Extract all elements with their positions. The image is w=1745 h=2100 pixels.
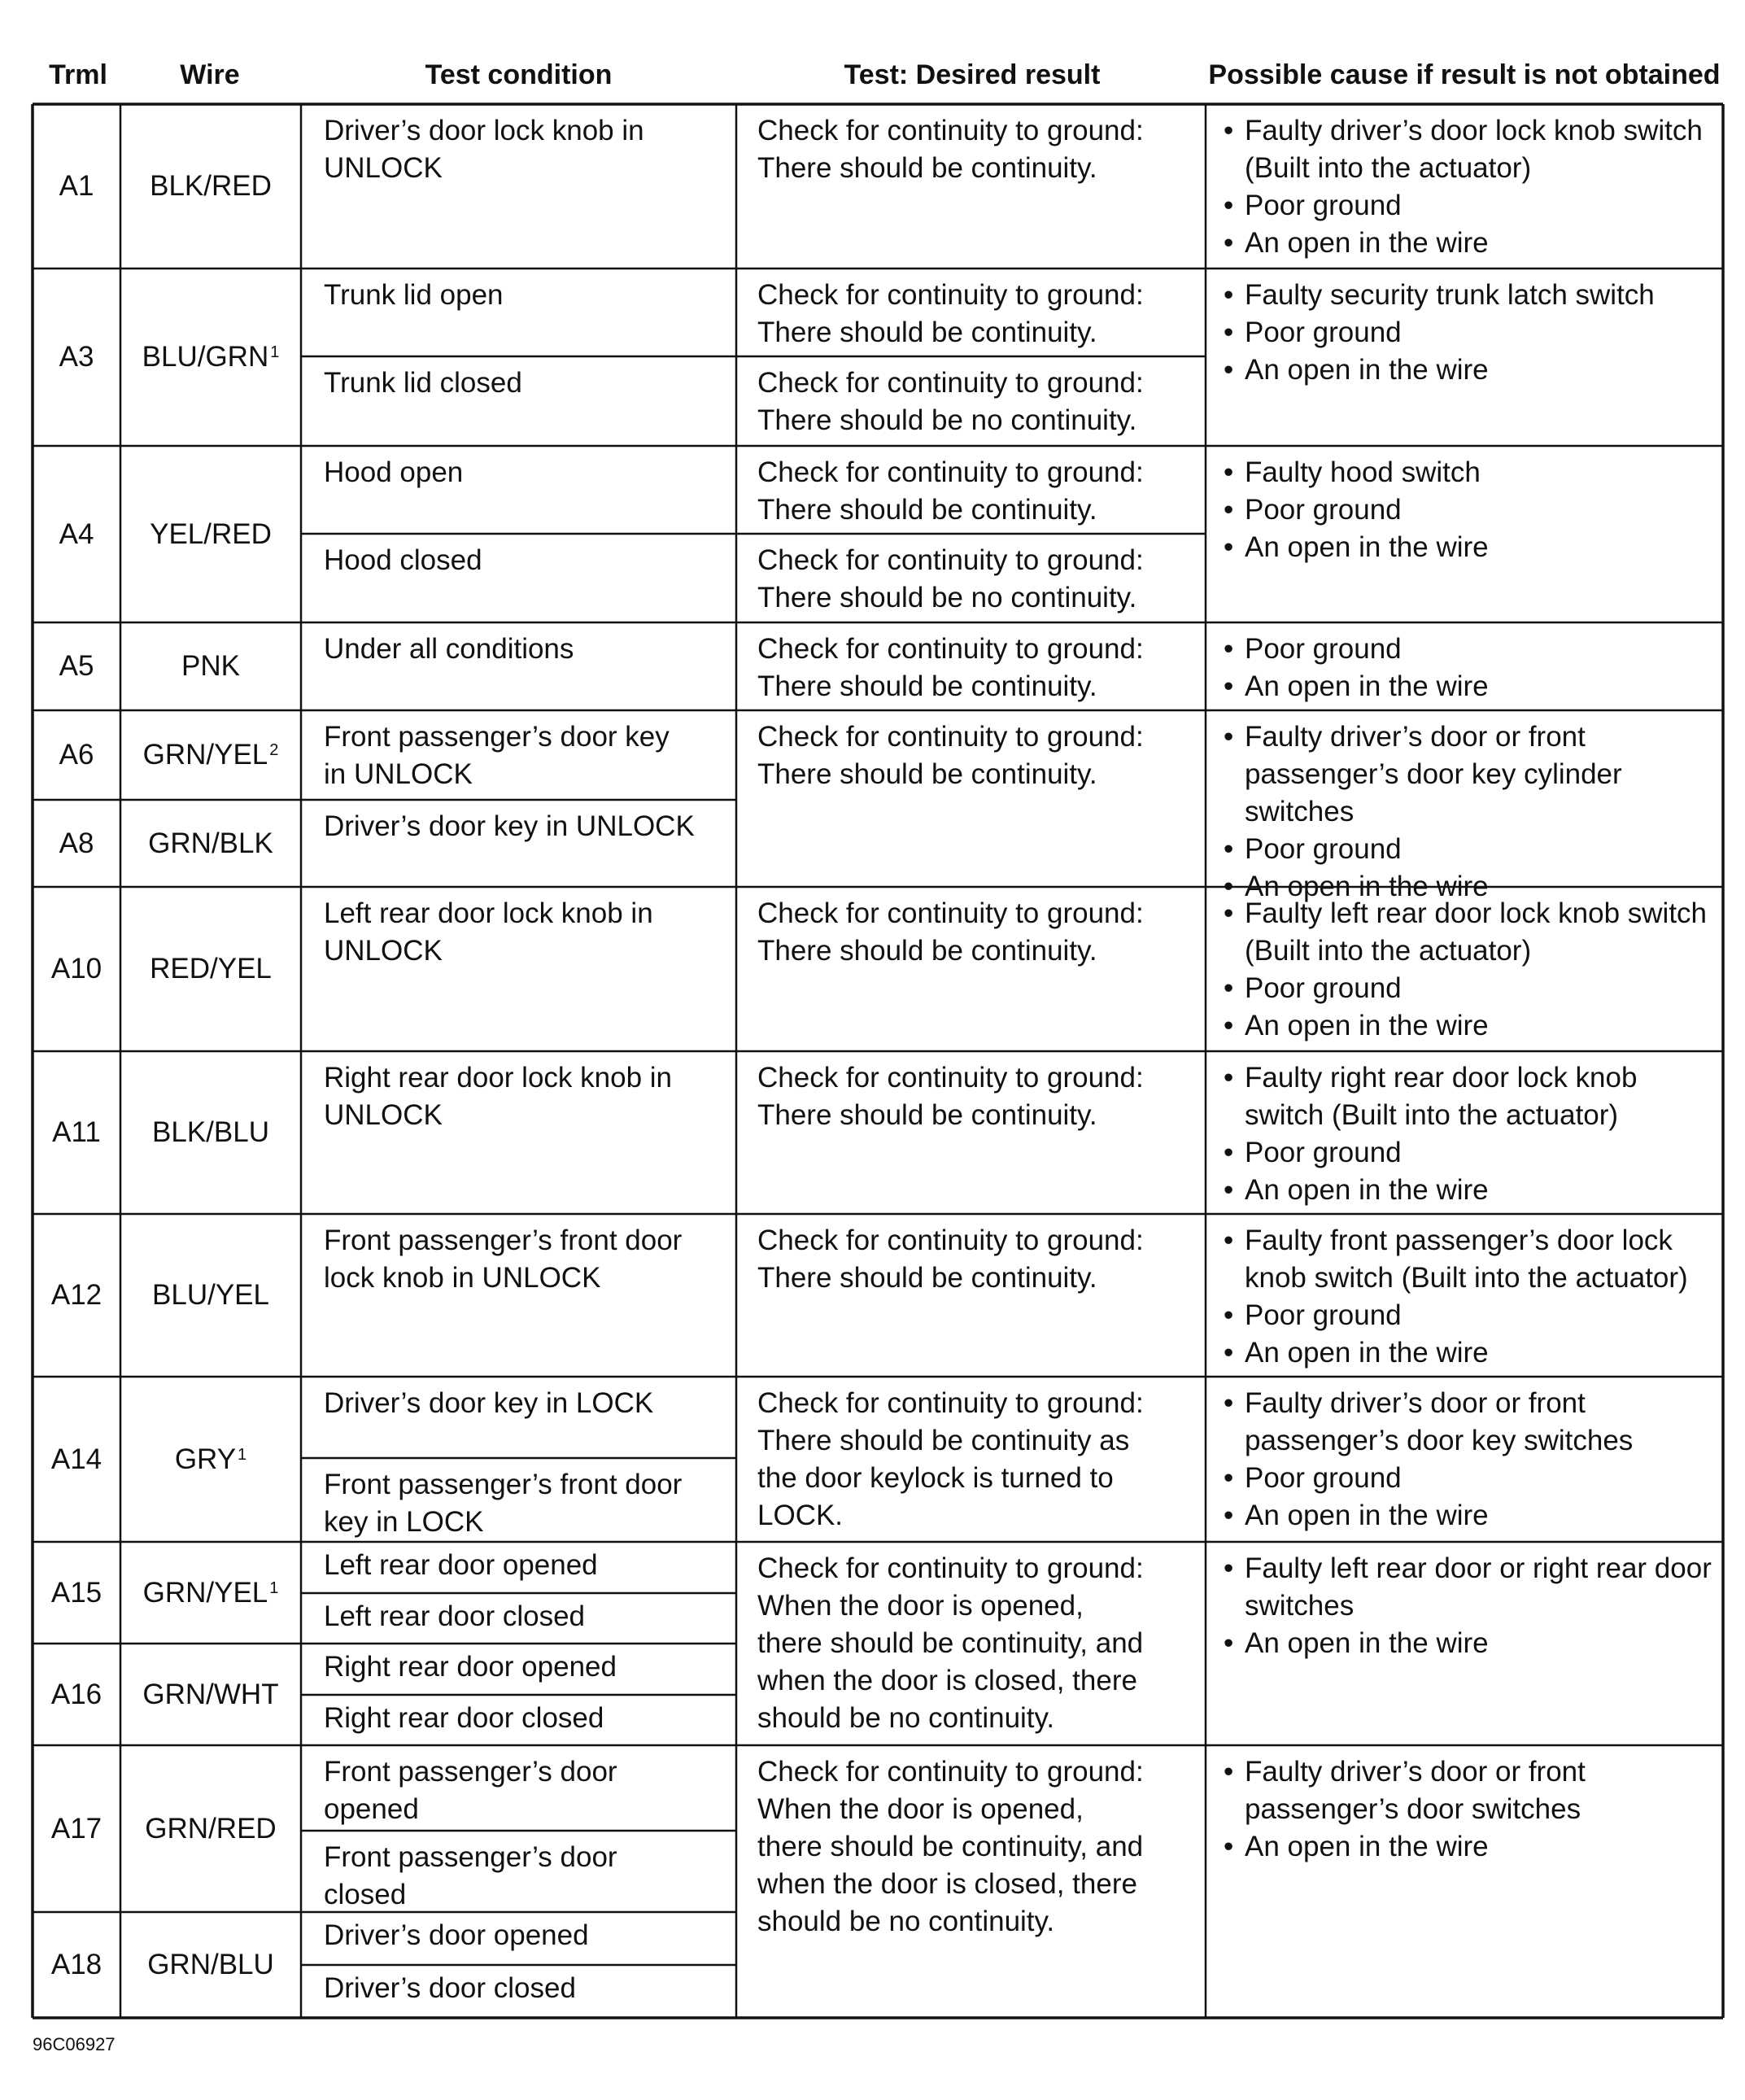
condition-cell-text: Front passenger’s door key in UNLOCK: [324, 721, 670, 790]
header-trml: Trml: [49, 59, 107, 90]
terminal-cell: [33, 446, 120, 622]
condition-cell: [301, 887, 736, 1051]
terminal-cell: [33, 269, 120, 446]
wire-cell-text: BLK/RED: [150, 170, 272, 202]
cause-item: • Poor ground: [1222, 970, 1718, 1007]
wire-cell-text: BLU/GRN: [142, 341, 269, 373]
cause-item: • Faulty left rear door lock knob switch (Built into the actuator): [1222, 895, 1718, 970]
cause-item: • An open in the wire: [1222, 1007, 1718, 1045]
wire-cell-text: GRN/WHT: [142, 1678, 279, 1710]
terminal-cell: [33, 887, 120, 1051]
condition-cell: [301, 1593, 736, 1644]
terminal-cell: [33, 1051, 120, 1214]
cause-item: • Faulty left rear door or right rear door switches: [1222, 1550, 1718, 1625]
result-cell-text: Check for continuity to ground: There should be continuity.: [757, 897, 1144, 967]
cause-list: [1222, 1753, 1718, 1866]
result-cell-text: Check for continuity to ground: There should be continuity.: [757, 456, 1144, 526]
wire-cell: [120, 800, 301, 887]
result-cell: [736, 710, 1206, 887]
condition-cell-text: Driver’s door key in UNLOCK: [324, 810, 695, 842]
cause-list: [1222, 1385, 1718, 1535]
terminal-cell-text: A4: [59, 517, 94, 550]
wire-cell-text: GRY: [174, 1443, 237, 1475]
condition-cell: [301, 1745, 736, 1831]
terminal-cell: [33, 1214, 120, 1377]
cause-cell: [1206, 1214, 1723, 1377]
terminal-cell-text: A14: [50, 1443, 103, 1475]
wire-cell: [120, 887, 301, 1051]
cause-item: • Faulty driver’s door or front passenger’s door key cylinder switches: [1222, 718, 1718, 831]
terminal-cell: [33, 1912, 120, 2018]
result-cell-text: Check for continuity to ground: There should be no continuity.: [757, 367, 1144, 436]
result-cell-text: Check for continuity to ground: There should be continuity.: [757, 633, 1144, 702]
condition-cell: [301, 1051, 736, 1214]
terminal-cell: [33, 1542, 120, 1644]
result-cell-text: Check for continuity to ground: There should be continuity as the door keylock is turned to LOCK.: [757, 1387, 1144, 1531]
condition-cell-text: Driver’s door key in LOCK: [324, 1387, 654, 1419]
wire-cell: [120, 1912, 301, 2018]
wire-cell-text: BLK/BLU: [152, 1116, 269, 1148]
header-desired-result: Test: Desired result: [844, 59, 1101, 90]
cause-list: [1222, 718, 1718, 906]
condition-cell-text: Front passenger’s front door key in LOCK: [324, 1469, 683, 1538]
wire-footnote-marker: 1: [269, 1578, 279, 1597]
header-possible-cause: Possible cause if result is not obtained: [1208, 59, 1721, 90]
condition-cell-text: Right rear door closed: [324, 1702, 604, 1734]
wire-footnote-marker: 1: [270, 343, 280, 361]
condition-cell: [301, 104, 736, 269]
condition-cell-text: Driver’s door opened: [324, 1919, 589, 1951]
result-cell: [736, 269, 1206, 356]
wire-footnote-marker: 2: [269, 741, 279, 759]
wire-cell: [120, 269, 301, 446]
cause-item: • An open in the wire: [1222, 529, 1718, 566]
wire-cell-text: PNK: [181, 650, 240, 682]
condition-cell: [301, 1831, 736, 1912]
condition-cell: [301, 1542, 736, 1593]
cause-cell: [1206, 1542, 1723, 1745]
result-cell-text: Check for continuity to ground: When the door is opened, there should be continuity, and when the door is closed, there should be no continuity.: [757, 1552, 1144, 1734]
wire-cell-text: YEL/RED: [150, 517, 272, 550]
cause-list: [1222, 277, 1718, 389]
terminal-cell: [33, 1644, 120, 1745]
cause-item: • An open in the wire: [1222, 1334, 1718, 1372]
condition-cell-text: Trunk lid closed: [324, 367, 522, 399]
wire-cell-text: RED/YEL: [150, 953, 272, 985]
cause-item: • Faulty right rear door lock knob switch (Built into the actuator): [1222, 1059, 1718, 1134]
wire-cell: [120, 1745, 301, 1912]
condition-cell-text: Left rear door lock knob in UNLOCK: [324, 897, 653, 967]
result-cell: [736, 1542, 1206, 1745]
result-cell: [736, 622, 1206, 710]
wire-cell: [120, 710, 301, 800]
wire-cell-text: GRN/YEL: [142, 739, 268, 771]
cause-item: • An open in the wire: [1222, 868, 1718, 906]
cause-item: • Poor ground: [1222, 1297, 1718, 1334]
condition-cell-text: Left rear door closed: [324, 1600, 586, 1632]
condition-cell-text: Hood closed: [324, 544, 482, 576]
terminal-cell-text: A15: [50, 1576, 103, 1609]
condition-cell: [301, 710, 736, 800]
terminal-cell-text: A11: [52, 1116, 101, 1148]
wire-cell-text: GRN/RED: [145, 1812, 277, 1845]
condition-cell: [301, 800, 736, 887]
cause-list: [1222, 1059, 1718, 1209]
cause-list: [1222, 454, 1718, 566]
cause-item: • An open in the wire: [1222, 351, 1718, 389]
cause-item: • Faulty security trunk latch switch: [1222, 277, 1718, 314]
wire-cell-text: GRN/BLU: [147, 1949, 274, 1980]
condition-cell: [301, 1965, 736, 2018]
result-cell-text: Check for continuity to ground: There should be continuity.: [757, 1225, 1144, 1294]
result-cell: [736, 1051, 1206, 1214]
cause-item: • Poor ground: [1222, 1134, 1718, 1172]
cause-list: [1222, 1222, 1718, 1372]
wire-cell-text: GRN/BLK: [148, 827, 273, 859]
cause-cell: [1206, 1051, 1723, 1214]
condition-cell: [301, 622, 736, 710]
cause-list: [1222, 631, 1718, 705]
result-cell: [736, 1745, 1206, 2018]
cause-item: • Faulty front passenger’s door lock knob switch (Built into the actuator): [1222, 1222, 1718, 1297]
cause-cell: [1206, 446, 1723, 622]
cause-item: • Faulty driver’s door or front passenger’s door switches: [1222, 1753, 1718, 1828]
condition-cell-text: Under all conditions: [324, 633, 574, 665]
cause-item: • Poor ground: [1222, 631, 1718, 668]
wire-cell-text: GRN/YEL: [142, 1576, 268, 1609]
terminal-cell: [33, 1745, 120, 1912]
cause-list: [1222, 895, 1718, 1045]
cause-cell: [1206, 622, 1723, 710]
wire-cell: [120, 622, 301, 710]
result-cell-text: Check for continuity to ground: There should be continuity.: [757, 721, 1144, 790]
cause-cell: [1206, 1377, 1723, 1542]
cause-item: • Faulty driver’s door or front passenger’s door key switches: [1222, 1385, 1718, 1460]
header-wire: Wire: [180, 59, 240, 90]
cause-item: • Faulty driver’s door lock knob switch (Built into the actuator): [1222, 112, 1718, 187]
cause-item: • Faulty hood switch: [1222, 454, 1718, 491]
condition-cell-text: Front passenger’s door closed: [324, 1841, 617, 1910]
terminal-cell-text: A10: [50, 953, 103, 985]
cause-list: [1222, 1550, 1718, 1662]
condition-cell: [301, 1377, 736, 1458]
cause-item: • Poor ground: [1222, 314, 1718, 351]
terminal-cell-text: A12: [50, 1279, 103, 1311]
terminal-cell-text: A3: [59, 341, 94, 373]
condition-cell: [301, 1695, 736, 1745]
cause-cell: [1206, 887, 1723, 1051]
wire-cell: [120, 446, 301, 622]
condition-cell-text: Right rear door lock knob in UNLOCK: [324, 1062, 672, 1131]
result-cell: [736, 1214, 1206, 1377]
terminal-cell: [33, 1377, 120, 1542]
wire-footnote-marker: 1: [238, 1445, 247, 1464]
result-cell: [736, 446, 1206, 534]
wire-cell: [120, 104, 301, 269]
cause-cell: [1206, 104, 1723, 269]
terminal-cell-text: A17: [50, 1812, 103, 1845]
cause-item: • Poor ground: [1222, 831, 1718, 868]
result-cell: [736, 1377, 1206, 1542]
result-cell: [736, 887, 1206, 1051]
cause-item: • An open in the wire: [1222, 1828, 1718, 1866]
condition-cell: [301, 1912, 736, 1965]
condition-cell: [301, 1214, 736, 1377]
terminal-cell-text: A8: [59, 827, 94, 859]
condition-cell: [301, 1644, 736, 1695]
wire-cell: [120, 1644, 301, 1745]
wire-cell: [120, 1051, 301, 1214]
cause-item: • An open in the wire: [1222, 1172, 1718, 1209]
condition-cell-text: Driver’s door lock knob in UNLOCK: [324, 115, 644, 184]
wire-cell-text: BLU/YEL: [152, 1279, 269, 1311]
condition-cell: [301, 446, 736, 534]
terminal-cell-text: A5: [59, 650, 94, 682]
terminal-cell: [33, 622, 120, 710]
result-cell-text: Check for continuity to ground: There should be continuity.: [757, 1062, 1144, 1131]
terminal-cell-text: A16: [50, 1678, 103, 1710]
cause-item: • An open in the wire: [1222, 1625, 1718, 1662]
cause-cell: [1206, 1745, 1723, 2018]
condition-cell-text: Driver’s door closed: [324, 1972, 576, 2004]
condition-cell: [301, 356, 736, 446]
cause-cell: [1206, 269, 1723, 446]
condition-cell: [301, 269, 736, 356]
cause-list: [1222, 112, 1718, 262]
result-cell: [736, 534, 1206, 622]
terminal-cell-text: A6: [59, 739, 94, 771]
terminal-cell: [33, 800, 120, 887]
condition-cell-text: Right rear door opened: [324, 1651, 617, 1683]
result-cell-text: Check for continuity to ground: There should be continuity.: [757, 115, 1144, 184]
terminal-cell-text: A18: [50, 1949, 103, 1980]
figure-code: 96C06927: [33, 2034, 116, 2054]
cause-item: • An open in the wire: [1222, 225, 1718, 262]
terminal-cell: [33, 104, 120, 269]
terminal-cell: [33, 710, 120, 800]
cause-item: • An open in the wire: [1222, 668, 1718, 705]
result-cell-text: Check for continuity to ground: When the door is opened, there should be continuity, and when the door is closed, there should be no continuity.: [757, 1756, 1144, 1937]
condition-cell-text: Front passenger’s front door lock knob in UNLOCK: [324, 1225, 683, 1294]
condition-cell: [301, 1458, 736, 1542]
condition-cell: [301, 534, 736, 622]
condition-cell-text: Hood open: [324, 456, 464, 488]
condition-cell-text: Front passenger’s door opened: [324, 1756, 617, 1825]
condition-cell-text: Left rear door opened: [324, 1549, 598, 1581]
cause-item: • Poor ground: [1222, 187, 1718, 225]
cause-cell: [1206, 710, 1723, 902]
result-cell: [736, 356, 1206, 446]
header-test-condition: Test condition: [425, 59, 613, 90]
wire-cell: [120, 1542, 301, 1644]
result-cell-text: Check for continuity to ground: There should be no continuity.: [757, 544, 1144, 613]
condition-cell-text: Trunk lid open: [324, 279, 504, 311]
wire-cell: [120, 1377, 301, 1542]
wire-cell: [120, 1214, 301, 1377]
terminal-cell-text: A1: [59, 170, 94, 202]
cause-item: • An open in the wire: [1222, 1497, 1718, 1535]
cause-item: • Poor ground: [1222, 491, 1718, 529]
cause-item: • Poor ground: [1222, 1460, 1718, 1497]
result-cell: [736, 104, 1206, 269]
result-cell-text: Check for continuity to ground: There should be continuity.: [757, 279, 1144, 348]
